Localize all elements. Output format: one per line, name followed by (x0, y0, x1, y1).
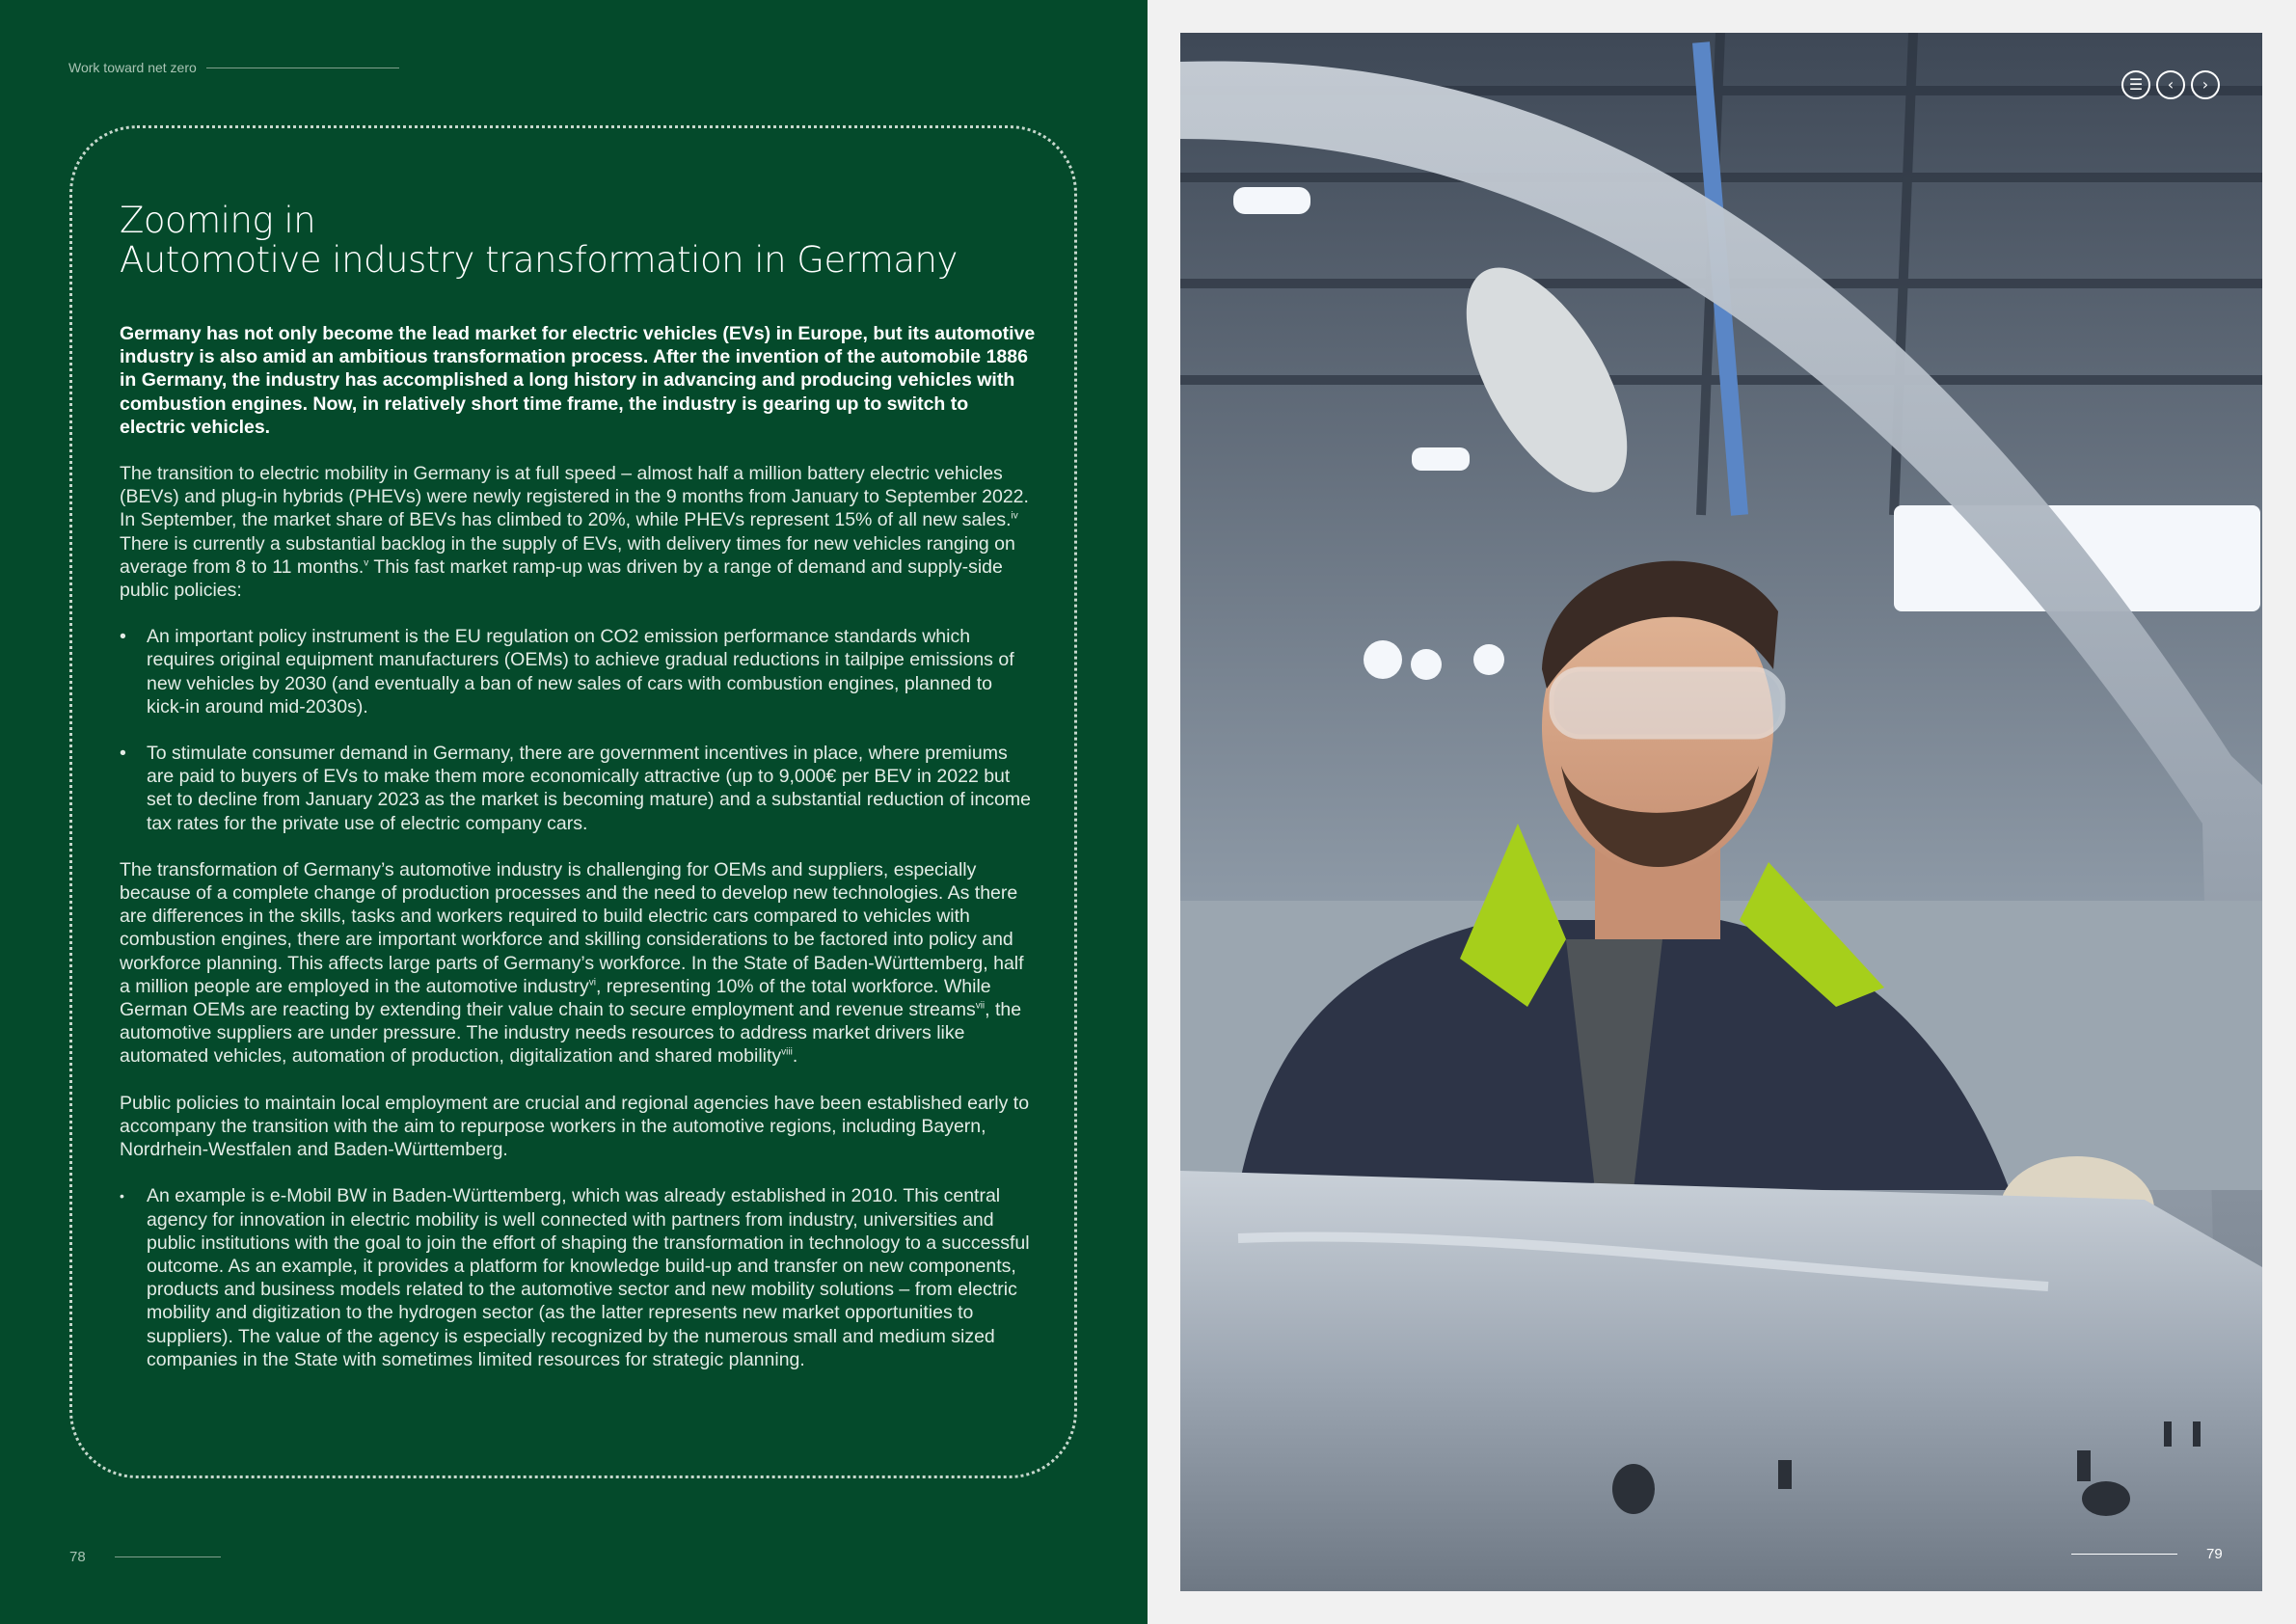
previous-page-icon[interactable]: ‹ (2156, 70, 2185, 99)
lead-paragraph: Germany has not only become the lead market for electric vehicles (EVs) in Europe, but its automotive industry is also amid an ambitious transformation process. After the invention of the automobile 1886 in Germany, the industry has accomplished a long history in advancing and producing vehicles with combustion engines. Now, in relatively short time frame, the industry is gearing up to switch to electric vehicles. (120, 323, 1036, 438)
section-header (68, 60, 399, 75)
safety-glasses (1552, 669, 1783, 737)
bullet-text: An important policy instrument is the EU regulation on CO2 emission performance standards which requires original equipment manufacturers (OEMs) to achieve gradual reductions in tailpipe emissions of new vehicles by 2030 (and eventually a ban of new sales of cars with combustion engines, planned to kick-in around mid-2030s). (147, 626, 1014, 717)
photo-illustration (1180, 33, 2262, 1591)
page-number-right: 79 (2206, 1546, 2223, 1562)
list-item (120, 1184, 1036, 1371)
footer-rule-left (115, 1556, 221, 1557)
bullet-text: An example is e-Mobil BW in Baden-Württemberg, which was already established in 2010. This central agency for innovation in electric mobility is well connected with partners from industry, universities and public institutions with the goal to join the effort of shaping the transformation in technology to a successful outcome. As an example, it provides a platform for knowledge build-up and transfer on new components, products and business models related to the automotive sector and new mobility solutions – from electric mobility and digitization to the hydrogen sector (as the latter represents new market opportunities to suppliers). The value of the agency is especially recognized by the numerous small and medium sized companies in the State with sometimes limited resources for strategic planning. (147, 1185, 1030, 1370)
example-bullet-list (120, 1184, 1036, 1371)
bullet-dot-icon: • (120, 626, 126, 648)
para2-text-c: , the automotive suppliers are under pressure. The industry needs resources to address market drivers like automated vehicles, automation of production, digitalization and shared mobility (120, 999, 1022, 1068)
para1-text-b: There is currently a substantial backlog in the supply of EVs, with delivery times for new vehicles ranging on average from 8 to 11 months. (120, 532, 1015, 578)
para2-text-b: , representing 10% of the total workforce. While German OEMs are reacting by extending their value chain to secure employment and revenue streams (120, 975, 991, 1021)
menu-icon[interactable]: ☰ (2121, 70, 2150, 99)
footnote-ref-iv[interactable]: iv (1011, 510, 1018, 522)
body-paragraph-2 (120, 858, 1036, 1069)
para1-text-a: The transition to electric mobility in Germany is at full speed – almost half a million battery electric vehicles (BEVs) and plug-in hybrids (PHEVs) were newly registered in the 9 months from January to September 2022. In September, the market share of BEVs has climbed to 20%, while PHEVs represent 15% of all new sales. (120, 463, 1029, 531)
footnote-ref-vi[interactable]: vi (588, 977, 596, 988)
factory-worker-photo (1180, 33, 2262, 1591)
para2-text-d: . (792, 1045, 798, 1068)
list-item (120, 625, 1036, 718)
footer-rule-right (2071, 1554, 2177, 1555)
policy-bullet-list (120, 625, 1036, 835)
callout-title-line2: Automotive industry transformation in Germany (120, 239, 958, 281)
callout-title-line1: Zooming in (120, 200, 316, 241)
list-item (120, 742, 1036, 835)
section-header-label: Work toward net zero (68, 60, 197, 75)
page-footer-right (2071, 1546, 2223, 1562)
bullet-text: To stimulate consumer demand in Germany, there are government incentives in place, where premiums are paid to buyers of EVs to make them more economically attractive (up to 9,000€ per BEV in 2022 but set to decline from January 2023 as the market is becoming mature) and a substantial reduction of income tax rates for the private use of electric company cars. (147, 743, 1031, 834)
footnote-ref-viii[interactable]: viii (781, 1046, 793, 1058)
para1-text-c: This fast market ramp-up was driven by a range of demand and supply-side public policies: (120, 555, 1003, 602)
page-footer-left (69, 1549, 221, 1565)
footnote-ref-v[interactable]: v (364, 557, 369, 569)
bullet-dot-icon: • (120, 1188, 124, 1204)
body-paragraph-1 (120, 462, 1036, 602)
bullet-dot-icon: • (120, 743, 126, 765)
footnote-ref-vii[interactable]: vii (975, 1000, 986, 1012)
para2-text-a: The transformation of Germany’s automotive industry is challenging for OEMs and suppliers, especially because of a complete change of production processes and the need to develop new technologies. As there are differences in the skills, tasks and workers required to build electric cars compared to vehicles with combustion engines, there are important workforce and skilling considerations to be factored into policy and workforce planning. This affects large parts of Germany’s workforce. In the State of Baden-Württemberg, half a million people are employed in the automotive industry (120, 858, 1024, 997)
page-number-left: 78 (69, 1549, 86, 1565)
viewer-nav (2121, 70, 2220, 99)
body-paragraph-3: Public policies to maintain local employment are crucial and regional agencies have been established early to accompany the transition with the aim to repurpose workers in the automotive regions, including Bayern, Nordrhein-Westfalen and Baden-Württemberg. (120, 1092, 1030, 1161)
callout-content (120, 201, 1036, 1394)
next-page-icon[interactable]: › (2191, 70, 2220, 99)
